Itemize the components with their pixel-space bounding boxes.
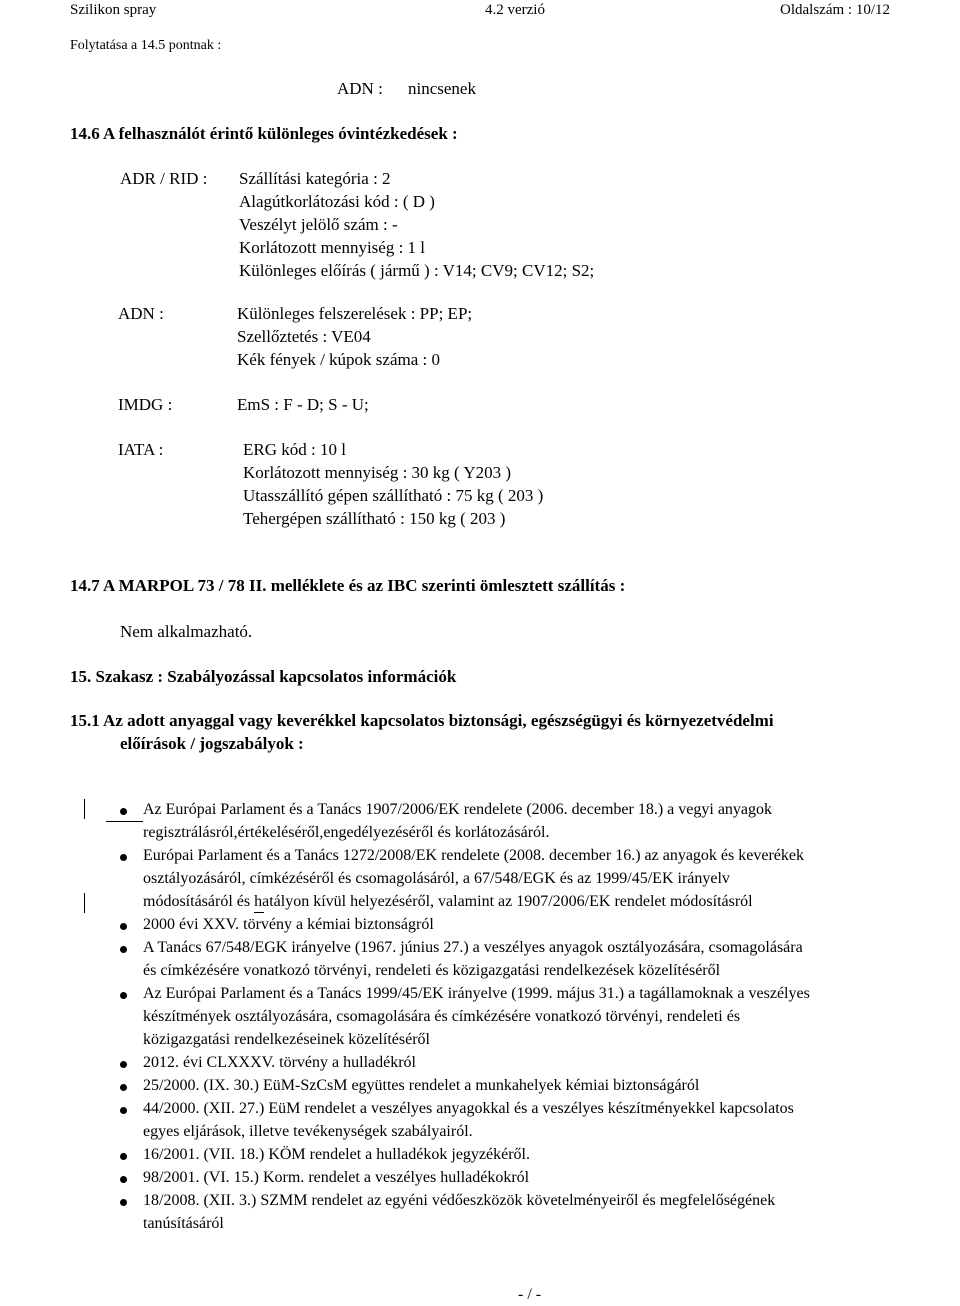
imdg-line: EmS : F - D; S - U; [237,395,369,414]
list-bullet [120,1199,127,1206]
adr-line: Különleges előírás ( jármű ) : V14; CV9; CV12; S2; [239,261,595,280]
adr-line: Korlátozott mennyiség : 1 l [239,238,426,257]
list-bullet [120,854,127,861]
regulation-line: 2012. évi CLXXXV. törvény a hulladékról [143,1054,416,1071]
iata-line: ERG kód : 10 l [243,440,346,459]
list-bullet [120,1153,127,1160]
section-15-1-heading: 15.1 Az adott anyaggal vagy keverékkel kapcsolatos biztonsági, egészségügyi és környezetvédelmi [70,711,774,730]
iata-line: Tehergépen szállítható : 150 kg ( 203 ) [243,509,506,528]
regulation-line: 98/2001. (VI. 15.) Korm. rendelet a veszélyes hulladékokról [143,1169,530,1186]
section-14-6-heading: 14.6 A felhasználót érintő különleges óvintézkedések : [70,124,458,143]
header-product: Szilikon spray [70,2,157,18]
regulation-line: tanúsításáról [143,1215,224,1232]
adn-top-value: nincsenek [408,79,476,98]
regulation-line: 2000 évi XXV. törvény a kémiai biztonságról [143,916,434,933]
regulation-line: A Tanács 67/548/EGK irányelve (1967. június 27.) a veszélyes anyagok osztályozására, csomagolására [143,939,803,956]
imdg-label: IMDG : [118,395,173,414]
header-version: 4.2 verzió [485,2,545,18]
adr-line: Veszélyt jelölő szám : - [239,215,398,234]
adn-label: ADN : [118,304,164,323]
adn-top-label: ADN : [337,79,383,98]
section-14-7-text: Nem alkalmazható. [120,622,253,641]
regulation-line: Az Európai Parlament és a Tanács 1999/45/EK irányelve (1999. május 31.) a tagállamoknak a veszélyes [143,985,810,1002]
section-15-1-heading-cont: előírások / jogszabályok : [120,734,304,753]
regulation-line: 25/2000. (IX. 30.) EüM-SzCsM együttes rendelet a munkahelyek kémiai biztonságáról [143,1077,700,1094]
regulation-line: módosításáról és hatályon kívül helyezéséről, valamint az 1907/2006/EK rendelet módosításról [143,893,753,910]
regulation-line: Az Európai Parlament és a Tanács 1907/2006/EK rendelete (2006. december 18.) a vegyi anyagok [143,801,773,818]
iata-label: IATA : [118,440,164,459]
regulation-line: Európai Parlament és a Tanács 1272/2008/EK rendelete (2008. december 16.) az anyagok és keverékek [143,847,804,864]
adr-rid-label: ADR / RID : [120,169,208,188]
regulation-line: egyes eljárások, illetve tevékenységek szabályairól. [143,1123,473,1140]
list-bullet [120,1176,127,1183]
adn-line: Szellőztetés : VE04 [237,327,371,346]
change-bar [84,893,85,913]
revision-underline [106,821,143,822]
list-bullet [120,808,127,815]
change-bar [84,799,85,819]
regulation-line: 44/2000. (XII. 27.) EüM rendelet a veszélyes anyagokkal és a veszélyes készítményekkel kapcsolatos [143,1100,794,1117]
iata-line: Utasszállító gépen szállítható : 75 kg ( 203 ) [243,486,544,505]
iata-line: Korlátozott mennyiség : 30 kg ( Y203 ) [243,463,512,482]
adr-line: Alagútkorlátozási kód : ( D ) [239,192,435,211]
regulation-line: osztályozásáról, címkézéséről és csomagolásáról, a 67/548/EGK és az 1999/45/EK irányelv [143,870,730,887]
list-bullet [120,1061,127,1068]
section-15-heading: 15. Szakasz : Szabályozással kapcsolatos információk [70,667,457,686]
list-bullet [120,992,127,999]
regulation-line: közigazgatási rendelkezéseinek közelítéséről [143,1031,430,1048]
header-page-number: Oldalszám : 10/12 [780,2,890,18]
list-bullet [120,1107,127,1114]
list-bullet [120,1084,127,1091]
header-continuation: Folytatása a 14.5 pontnak : [70,38,222,53]
regulation-line: és címkézésére vonatkozó törvényi, rendeleti és közigazgatási rendelkezések közelítéséről [143,962,721,979]
regulation-line: regisztrálásról,értékeléséről,engedélyezéséről és korlátozásáról. [143,824,550,841]
regulation-line: 16/2001. (VII. 18.) KÖM rendelet a hulladékok jegyzékéről. [143,1146,530,1163]
section-14-7-heading: 14.7 A MARPOL 73 / 78 II. melléklete és az IBC szerinti ömlesztett szállítás : [70,576,626,595]
list-bullet [120,946,127,953]
revision-underline [254,912,264,913]
footer-page-marker: - / - [518,1286,542,1303]
list-bullet [120,923,127,930]
regulation-line: 18/2008. (XII. 3.) SZMM rendelet az egyéni védőeszközök követelményeiről és megfelelőségének [143,1192,776,1209]
adr-line: Szállítási kategória : 2 [239,169,391,188]
adn-line: Különleges felszerelések : PP; EP; [237,304,473,323]
adn-line: Kék fények / kúpok száma : 0 [237,350,440,369]
regulation-line: készítmények osztályozására, csomagolására és címkézésére vonatkozó törvényi, rendeleti és [143,1008,741,1025]
